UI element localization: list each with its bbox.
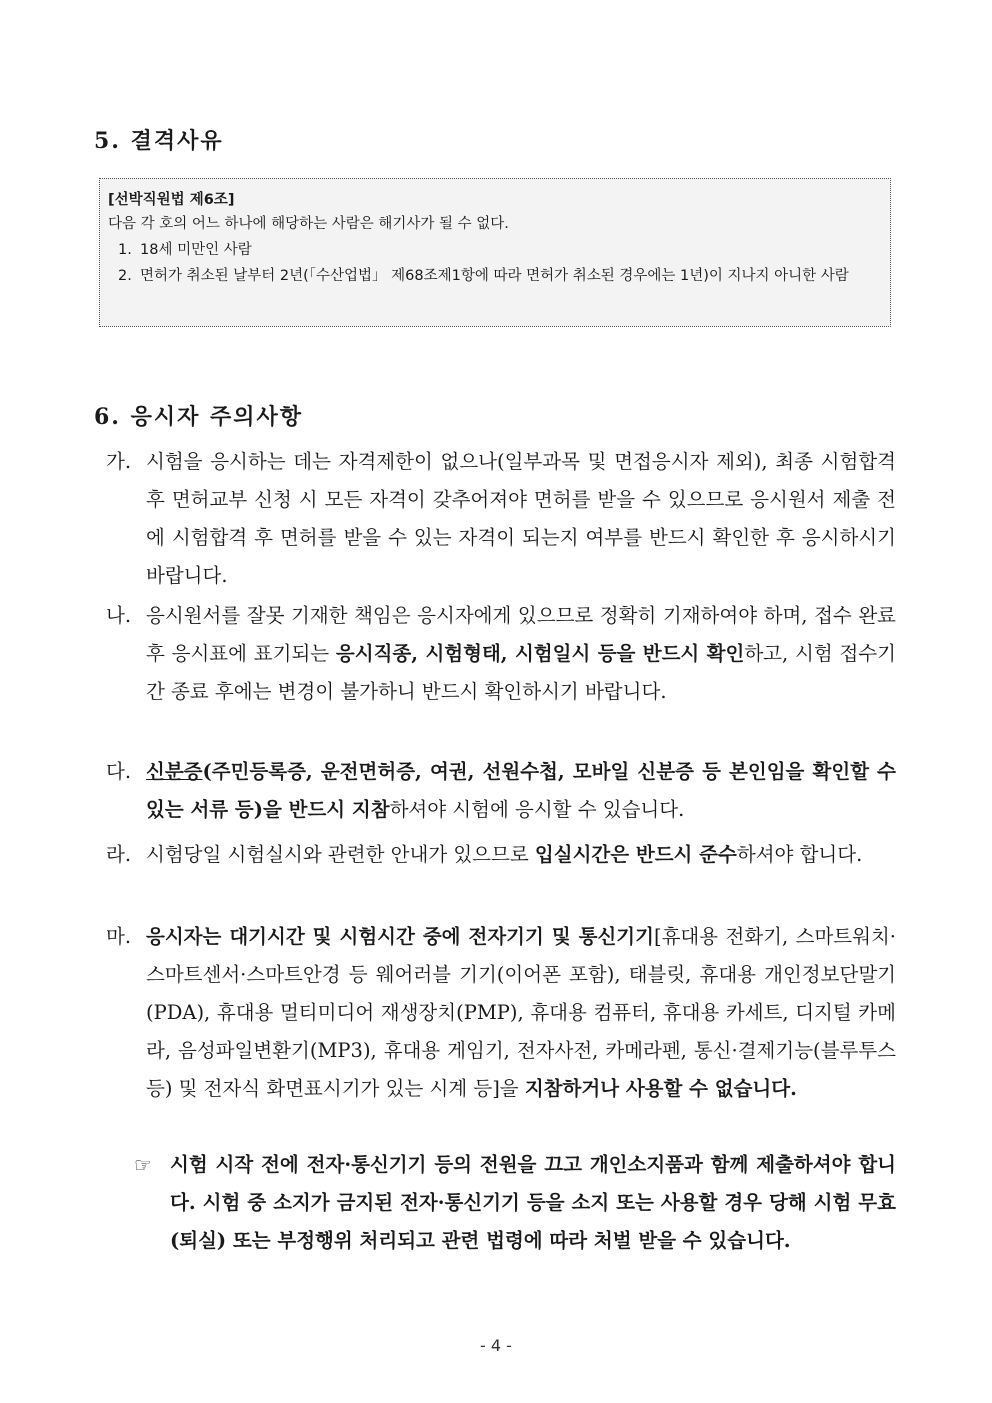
item-number: 1. — [118, 242, 132, 258]
list-item — [108, 263, 882, 289]
item-label: 라. — [106, 843, 132, 866]
item-label: 가. — [106, 450, 132, 473]
law-excerpt-box — [99, 178, 891, 327]
item-text: 18세 미만인 사람 — [140, 242, 252, 258]
law-intro: 다음 각 호의 어느 하나에 해당하는 사람은 해기사가 될 수 없다. — [108, 216, 509, 232]
notice-text: 시험 시작 전에 전자·통신기기 등의 전원을 끄고 개인소지품과 함께 제출하셔야 합니다. 시험 중 소지가 금지된 전자·통신기기 등을 소지 또는 사용할 경우 당해 시험 무효(퇴실) 또는 부정행위 처리되고 관련 법령에 따라 처벌 받을 수 있습니다. — [170, 1153, 896, 1252]
list-item — [108, 237, 882, 263]
law-reference: [선박직원법 제6조] — [108, 192, 235, 208]
caution-item-na — [106, 597, 896, 711]
emphasis: 응시직종, 시험형태, 시험일시 등을 반드시 확인 — [335, 642, 745, 665]
item-label: 마. — [106, 925, 132, 948]
notice-paragraph — [134, 1146, 896, 1260]
emphasis: (주민등록증, 운전면허증, 여권, 선원수첩, 모바일 신분증 등 본인임을 확인할 수 있는 서류 등)을 반드시 지참 — [146, 760, 896, 821]
caution-item-ra — [106, 836, 896, 874]
item-text: 신분증(주민등록증, 운전면허증, 여권, 선원수첩, 모바일 신분증 등 본인임을 확인할 수 있는 서류 등)을 반드시 지참하셔야 시험에 응시할 수 있습니다. — [146, 760, 896, 821]
section-5-title: 5. 결격사유 — [94, 128, 224, 154]
item-text: 면허가 취소된 날부터 2년(「수산업법」 제68조제1항에 따라 면허가 취소된 경우에는 1년)이 지나지 아니한 사람 — [140, 268, 849, 284]
item-text: 응시자는 대기시간 및 시험시간 중에 전자기기 및 통신기기[휴대용 전화기, 스마트워치·스마트센서·스마트안경 등 웨어러블 기기(이어폰 포함), 태블릿, 휴대용 개인정보단말기(PDA), 휴대용 멀티미디어 재생장치(PMP), 휴대용 컴퓨터, 휴대용 카세트, 디지털 카메라, 음성파일변환기(MP3), 휴대용 게임기, 전자사전, 카메라펜, 통신·결제기능(블루투스 등) 및 전자식 화면표시기가 있는 시계 등]을 지참하거나 사용할 수 없습니다. — [146, 925, 896, 1100]
item-label: 나. — [106, 604, 132, 627]
section-6-title: 6. 응시자 주의사항 — [94, 404, 304, 430]
item-text: 응시원서를 잘못 기재한 책임은 응시자에게 있으므로 정확히 기재하여야 하며, 접수 완료 후 응시표에 표기되는 응시직종, 시험형태, 시험일시 등을 반드시 확인하고, 시험 접수기간 종료 후에는 변경이 불가하니 반드시 확인하시기 바랍니다. — [146, 604, 896, 703]
pointing-hand-icon: ☞ — [134, 1153, 152, 1177]
emphasis: 응시자는 대기시간 및 시험시간 중에 전자기기 및 통신기기 — [146, 925, 654, 948]
caution-item-da — [106, 753, 896, 829]
item-number: 2. — [118, 268, 132, 284]
item-text: 시험당일 시험실시와 관련한 안내가 있으므로 입실시간은 반드시 준수하셔야 합니다. — [146, 843, 863, 866]
emphasis: 지참하거나 사용할 수 없습니다. — [524, 1077, 797, 1100]
caution-item-ma — [106, 918, 896, 1108]
caution-item-ga — [106, 443, 896, 595]
page-number: - 4 - — [480, 1336, 512, 1355]
item-label: 다. — [106, 760, 132, 783]
emphasis: 입실시간은 반드시 준수 — [534, 843, 737, 866]
item-text: 시험을 응시하는 데는 자격제한이 없으나(일부과목 및 면접응시자 제외), 최종 시험합격 후 면허교부 신청 시 모든 자격이 갖추어져야 면허를 받을 수 있으므로 응시원서 제출 전에 시험합격 후 면허를 받을 수 있는 자격이 되는지 여부를 반드시 확인한 후 응시하시기 바랍니다. — [146, 450, 896, 587]
underlined-emphasis: 신분증 — [146, 760, 203, 783]
